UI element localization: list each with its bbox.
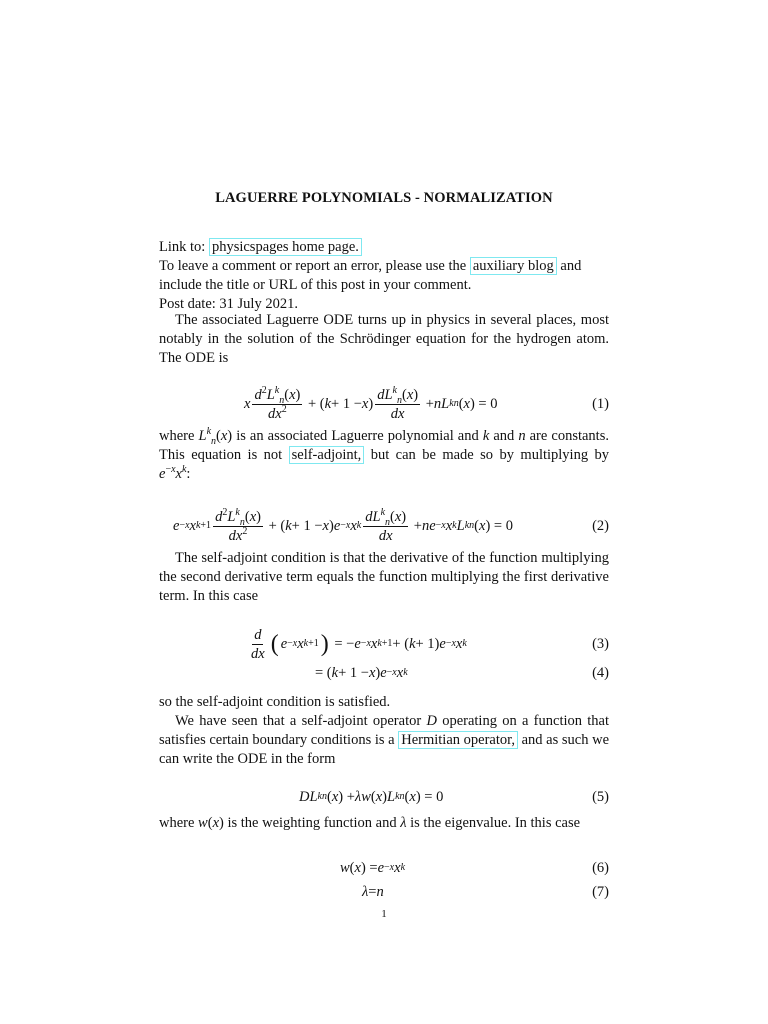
link-prefix: Link to: <box>159 239 206 255</box>
paragraph-ode-intro: The associated Laguerre ODE turns up in physics in several places, most notably in the solution of the Schrödinger equation for the hydrogen atom. The ODE is <box>159 312 609 366</box>
text-fragment: and <box>493 428 515 444</box>
text-fragment: and as such we can write the ODE in the form <box>159 732 610 767</box>
self-adjoint-link[interactable]: self-adjoint, <box>289 446 365 464</box>
equation-4-expression: = ( k + 1 − x ) e −x x k <box>315 664 408 681</box>
equation-number: (4) <box>592 664 609 681</box>
paragraph-condition: The self-adjoint condition is that the derivative of the function multiplying the second derivative term equals the function multiplying the first derivative term. In this case <box>159 550 609 604</box>
text-fragment: operating on a function that satisfies certain boundary conditions is a <box>159 713 610 748</box>
intro-paragraph <box>159 238 609 314</box>
comment-suffix: and include the title or URL of this post in your comment. <box>159 258 582 293</box>
page-title: LAGUERRE POLYNOMIALS - NORMALIZATION <box>215 190 553 206</box>
equation-number: (1) <box>592 395 609 412</box>
equation-number: (5) <box>592 788 609 805</box>
paragraph-weighting: where w(x) is the weighting function and λ is the eigenvalue. In this case <box>159 815 581 831</box>
paragraph-hermitian: We have seen that a self-adjoint operator D operating on a function that satisfies certain boundary conditions is a Hermitian operator, and as such we can write the ODE in the form <box>159 713 610 767</box>
equation-number: (2) <box>592 517 609 534</box>
equation-7-expression: λ = n <box>362 883 384 900</box>
text-fragment: is an associated Laguerre polynomial and <box>236 428 479 444</box>
text-fragment: where <box>159 815 195 831</box>
equation-number: (7) <box>592 883 609 900</box>
equation-1-expression: x $\frac{d^2L^k_n(x)}{dx^2}$ + ( k + 1 − x ) $\frac{dL^k_n(x)}{dx}$ + nL k n ( x ) = 0 <box>244 384 498 422</box>
equation-5 <box>159 780 609 814</box>
paragraph-satisfied: so the self-adjoint condition is satisfied. <box>159 694 391 710</box>
home-page-link[interactable]: physicspages home page. <box>209 238 362 256</box>
equation-3-expression: $\frac{d}{dx}$ ( e −x x k+1 ) = − e −x x k+1 + ( k + 1) e −x x k <box>251 626 467 662</box>
comment-prefix: To leave a comment or report an error, please use the <box>159 258 467 274</box>
text-fragment: is the weighting function and <box>227 815 397 831</box>
equation-6-expression: w ( x ) = e −x x k <box>340 859 406 876</box>
text-fragment: but can be made so by multiplying by <box>370 447 610 463</box>
hermitian-operator-link[interactable]: Hermitian operator, <box>398 731 518 749</box>
equation-4 <box>159 656 609 690</box>
equation-number: (6) <box>592 859 609 876</box>
equation-1 <box>159 384 609 424</box>
auxiliary-blog-link[interactable]: auxiliary blog <box>470 257 557 275</box>
equation-5-expression: DL k n ( x ) + λw ( x ) L k n ( x ) = 0 <box>299 788 444 805</box>
text-fragment: where <box>159 428 195 444</box>
equation-number: (3) <box>592 635 609 652</box>
text-fragment: is the eigenvalue. In this case <box>410 815 581 831</box>
equation-2-expression: e −x x k+1 $\frac{d^2L^k_n(x)}{dx^2}$ + ( k + 1 − x ) e −x x k $\frac{dL^k_n(x)}{dx}$ + ne −x x k L k n ( x ) = 0 <box>173 506 513 544</box>
text-fragment: We have seen that a self-adjoint operator <box>175 713 422 729</box>
post-date: Post date: 31 July 2021. <box>159 296 298 312</box>
paragraph-self-adjoint: where $L^k_n(x)$ is an associated Laguerre polynomial and k and n are constants. This equation is not self-adjoint, but can be made so by multiplying by $e^{-x}x^k$: <box>159 426 610 482</box>
text-fragment: are constants. This equation is not <box>159 428 609 463</box>
equation-7 <box>159 875 609 909</box>
page-number: 1 <box>381 908 387 920</box>
equation-2 <box>159 506 609 546</box>
